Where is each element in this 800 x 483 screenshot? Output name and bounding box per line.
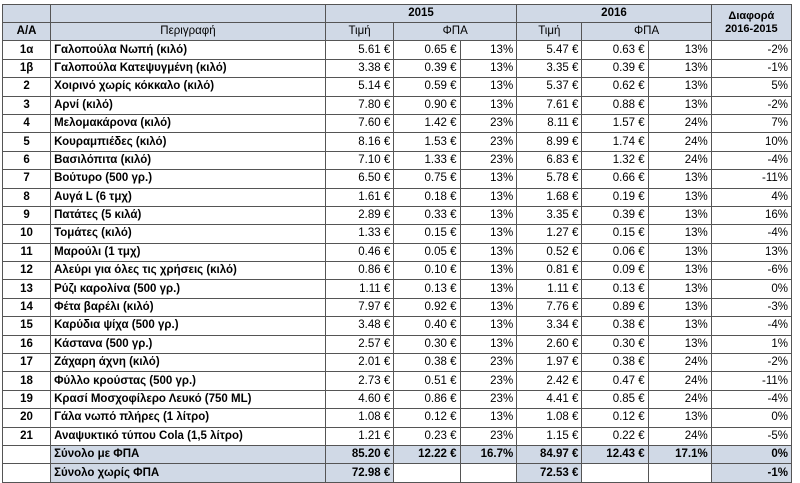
vat-rate-2015: 13% xyxy=(460,298,517,316)
row-number: 6 xyxy=(3,151,51,169)
row-description: Τομάτες (κιλό) xyxy=(51,225,326,243)
row-number: 2 xyxy=(3,78,51,96)
vat-rate-2015: 13% xyxy=(460,78,517,96)
difference-percent: -4% xyxy=(711,390,791,408)
price-2016: 1.08 € xyxy=(517,409,582,427)
row-number: 7 xyxy=(3,170,51,188)
row-description: Κρασί Μοσχοφίλερο Λευκό (750 ML) xyxy=(51,390,326,408)
vat-rate-2016: 13% xyxy=(648,298,711,316)
difference-percent: 13% xyxy=(711,243,791,261)
difference-percent: 10% xyxy=(711,133,791,151)
row-description: Καρύδια ψίχα (500 γρ.) xyxy=(51,317,326,335)
total-vat-2015: 12.22 € xyxy=(394,445,460,463)
table-row xyxy=(3,133,792,151)
vat-amount-2016: 0.47 € xyxy=(582,372,648,390)
vat-amount-2016: 1.74 € xyxy=(582,133,648,151)
vat-rate-2015: 13% xyxy=(460,335,517,353)
vat-rate-2015: 13% xyxy=(460,280,517,298)
row-description: Πατάτες (5 κιλά) xyxy=(51,206,326,224)
row-number: 21 xyxy=(3,427,51,445)
row-description: Γαλοπούλα Κατεψυγμένη (κιλό) xyxy=(51,59,326,77)
vat-rate-2016: 24% xyxy=(648,372,711,390)
price-2016: 2.60 € xyxy=(517,335,582,353)
difference-percent: 0% xyxy=(711,280,791,298)
row-description: Γάλα νωπό πλήρες (1 λίτρο) xyxy=(51,409,326,427)
table-row xyxy=(3,206,792,224)
vat-amount-2016: 1.57 € xyxy=(582,114,648,132)
difference-percent: -4% xyxy=(711,225,791,243)
header-aa: Α/Α xyxy=(3,23,51,41)
total-without-vat-label: Σύνολο χωρίς ΦΠΑ xyxy=(51,464,326,482)
difference-percent: 0% xyxy=(711,409,791,427)
vat-amount-2015: 0.39 € xyxy=(394,59,460,77)
price-2015: 1.21 € xyxy=(325,427,393,445)
vat-rate-2015: 23% xyxy=(460,354,517,372)
total-row-with-vat xyxy=(3,445,792,463)
vat-amount-2016: 0.88 € xyxy=(582,96,648,114)
price-2016: 1.27 € xyxy=(517,225,582,243)
total-with-vat-label: Σύνολο με ΦΠΑ xyxy=(51,445,326,463)
net-total-price-2015: 72.98 € xyxy=(325,464,393,482)
header-year-2015: 2015 xyxy=(325,5,516,23)
price-2016: 0.81 € xyxy=(517,262,582,280)
price-2016: 1.15 € xyxy=(517,427,582,445)
vat-amount-2016: 0.66 € xyxy=(582,170,648,188)
header-price-2016: Τιμή xyxy=(517,23,582,41)
net-total-price-2016: 72.53 € xyxy=(517,464,582,482)
total-blank-cell xyxy=(582,464,648,482)
table-row xyxy=(3,280,792,298)
row-number: 4 xyxy=(3,114,51,132)
table-row xyxy=(3,354,792,372)
vat-rate-2015: 23% xyxy=(460,372,517,390)
vat-amount-2016: 0.12 € xyxy=(582,409,648,427)
table-row xyxy=(3,59,792,77)
vat-amount-2016: 0.62 € xyxy=(582,78,648,96)
vat-rate-2016: 13% xyxy=(648,78,711,96)
header-difference-line2: 2016-2015 xyxy=(725,22,778,35)
vat-rate-2015: 23% xyxy=(460,151,517,169)
price-2015: 1.33 € xyxy=(325,225,393,243)
vat-amount-2016: 0.38 € xyxy=(582,317,648,335)
vat-rate-2016: 13% xyxy=(648,206,711,224)
row-description: Γαλοπούλα Νωπή (κιλό) xyxy=(51,41,326,59)
price-2016: 2.42 € xyxy=(517,372,582,390)
price-2015: 6.50 € xyxy=(325,170,393,188)
price-2015: 0.46 € xyxy=(325,243,393,261)
row-description: Κουραμπιέδες (κιλό) xyxy=(51,133,326,151)
row-description: Μαρούλι (1 τμχ) xyxy=(51,243,326,261)
total-difference: 0% xyxy=(711,445,791,463)
header-price-2015: Τιμή xyxy=(325,23,393,41)
price-2015: 0.86 € xyxy=(325,262,393,280)
vat-rate-2016: 13% xyxy=(648,262,711,280)
row-description: Βούτυρο (500 γρ.) xyxy=(51,170,326,188)
table-row xyxy=(3,390,792,408)
vat-rate-2015: 13% xyxy=(460,225,517,243)
price-2015: 7.80 € xyxy=(325,96,393,114)
vat-rate-2016: 13% xyxy=(648,243,711,261)
vat-amount-2016: 0.39 € xyxy=(582,206,648,224)
row-number: 5 xyxy=(3,133,51,151)
row-number: 11 xyxy=(3,243,51,261)
price-2016: 7.76 € xyxy=(517,298,582,316)
vat-amount-2015: 0.59 € xyxy=(394,78,460,96)
header-difference xyxy=(711,5,791,41)
table-row xyxy=(3,41,792,59)
row-number: 20 xyxy=(3,409,51,427)
vat-amount-2016: 0.19 € xyxy=(582,188,648,206)
vat-rate-2016: 13% xyxy=(648,317,711,335)
row-description: Φύλλο κρούστας (500 γρ.) xyxy=(51,372,326,390)
vat-rate-2015: 13% xyxy=(460,59,517,77)
vat-amount-2016: 1.32 € xyxy=(582,151,648,169)
price-2015: 7.60 € xyxy=(325,114,393,132)
difference-percent: -1% xyxy=(711,59,791,77)
total-vat-rate-2016: 17.1% xyxy=(648,445,711,463)
row-number: 3 xyxy=(3,96,51,114)
total-blank-cell xyxy=(460,464,517,482)
price-2016: 8.11 € xyxy=(517,114,582,132)
header-blank-cell xyxy=(51,5,326,23)
price-2016: 3.34 € xyxy=(517,317,582,335)
vat-rate-2016: 13% xyxy=(648,335,711,353)
row-number: 13 xyxy=(3,280,51,298)
price-2015: 5.14 € xyxy=(325,78,393,96)
vat-amount-2016: 0.89 € xyxy=(582,298,648,316)
table-row xyxy=(3,243,792,261)
difference-percent: 5% xyxy=(711,78,791,96)
difference-percent: 4% xyxy=(711,188,791,206)
price-2015: 5.61 € xyxy=(325,41,393,59)
vat-rate-2016: 24% xyxy=(648,427,711,445)
vat-amount-2016: 0.06 € xyxy=(582,243,648,261)
price-2016: 5.78 € xyxy=(517,170,582,188)
difference-percent: 1% xyxy=(711,335,791,353)
vat-amount-2015: 0.38 € xyxy=(394,354,460,372)
vat-rate-2016: 13% xyxy=(648,280,711,298)
difference-percent: -4% xyxy=(711,151,791,169)
price-2015: 8.16 € xyxy=(325,133,393,151)
difference-percent: -11% xyxy=(711,170,791,188)
table-row xyxy=(3,114,792,132)
total-blank-cell xyxy=(648,464,711,482)
row-number: 18 xyxy=(3,372,51,390)
price-2016: 4.41 € xyxy=(517,390,582,408)
vat-rate-2015: 13% xyxy=(460,409,517,427)
price-2015: 2.89 € xyxy=(325,206,393,224)
price-2015: 2.57 € xyxy=(325,335,393,353)
vat-rate-2016: 24% xyxy=(648,114,711,132)
row-description: Κάστανα (500 γρ.) xyxy=(51,335,326,353)
row-description: Φέτα βαρέλι (κιλό) xyxy=(51,298,326,316)
vat-amount-2015: 0.23 € xyxy=(394,427,460,445)
price-2015: 2.73 € xyxy=(325,372,393,390)
vat-rate-2016: 24% xyxy=(648,133,711,151)
header-blank-cell xyxy=(3,5,51,23)
vat-amount-2015: 0.05 € xyxy=(394,243,460,261)
difference-percent: -2% xyxy=(711,354,791,372)
vat-amount-2015: 0.15 € xyxy=(394,225,460,243)
table-row xyxy=(3,298,792,316)
price-2015: 7.97 € xyxy=(325,298,393,316)
row-description: Ζάχαρη άχνη (κιλό) xyxy=(51,354,326,372)
row-number: 15 xyxy=(3,317,51,335)
vat-rate-2016: 24% xyxy=(648,354,711,372)
vat-rate-2016: 13% xyxy=(648,96,711,114)
price-2016: 8.99 € xyxy=(517,133,582,151)
table-row xyxy=(3,151,792,169)
row-description: Αναψυκτικό τύπου Cola (1,5 λίτρο) xyxy=(51,427,326,445)
price-2016: 3.35 € xyxy=(517,59,582,77)
total-blank-cell xyxy=(394,464,460,482)
price-2016: 5.37 € xyxy=(517,78,582,96)
row-description: Αυγά L (6 τμχ) xyxy=(51,188,326,206)
table-row xyxy=(3,427,792,445)
row-number: 1β xyxy=(3,59,51,77)
difference-percent: -6% xyxy=(711,262,791,280)
total-vat-2016: 12.43 € xyxy=(582,445,648,463)
price-2016: 3.35 € xyxy=(517,206,582,224)
vat-rate-2015: 23% xyxy=(460,390,517,408)
difference-percent: 7% xyxy=(711,114,791,132)
total-vat-rate-2015: 16.7% xyxy=(460,445,517,463)
vat-rate-2016: 13% xyxy=(648,409,711,427)
price-2015: 1.61 € xyxy=(325,188,393,206)
vat-amount-2016: 0.13 € xyxy=(582,280,648,298)
vat-amount-2016: 0.09 € xyxy=(582,262,648,280)
row-number: 19 xyxy=(3,390,51,408)
difference-percent: -3% xyxy=(711,298,791,316)
header-vat-2016: ΦΠΑ xyxy=(582,23,711,41)
row-number: 16 xyxy=(3,335,51,353)
difference-percent: -5% xyxy=(711,427,791,445)
vat-rate-2015: 13% xyxy=(460,243,517,261)
price-2016: 0.52 € xyxy=(517,243,582,261)
price-2015: 3.38 € xyxy=(325,59,393,77)
vat-rate-2015: 13% xyxy=(460,96,517,114)
table-row xyxy=(3,188,792,206)
vat-amount-2015: 0.10 € xyxy=(394,262,460,280)
row-description: Βασιλόπιτα (κιλό) xyxy=(51,151,326,169)
price-2016: 1.97 € xyxy=(517,354,582,372)
vat-rate-2016: 13% xyxy=(648,59,711,77)
vat-rate-2016: 24% xyxy=(648,151,711,169)
row-description: Χοιρινό χωρίς κόκκαλο (κιλό) xyxy=(51,78,326,96)
row-number: 12 xyxy=(3,262,51,280)
price-2015: 1.11 € xyxy=(325,280,393,298)
vat-amount-2016: 0.15 € xyxy=(582,225,648,243)
price-2016: 6.83 € xyxy=(517,151,582,169)
row-description: Ρύζι καρολίνα (500 γρ.) xyxy=(51,280,326,298)
vat-amount-2015: 0.40 € xyxy=(394,317,460,335)
total-blank-cell xyxy=(3,445,51,463)
price-2015: 3.48 € xyxy=(325,317,393,335)
vat-rate-2015: 13% xyxy=(460,317,517,335)
vat-rate-2015: 13% xyxy=(460,188,517,206)
vat-amount-2015: 1.42 € xyxy=(394,114,460,132)
total-blank-cell xyxy=(3,464,51,482)
vat-amount-2016: 0.30 € xyxy=(582,335,648,353)
header-description: Περιγραφή xyxy=(51,23,326,41)
total-price-2015: 85.20 € xyxy=(325,445,393,463)
vat-amount-2016: 0.63 € xyxy=(582,41,648,59)
difference-percent: -2% xyxy=(711,96,791,114)
table-row xyxy=(3,409,792,427)
vat-amount-2016: 0.38 € xyxy=(582,354,648,372)
price-2015: 2.01 € xyxy=(325,354,393,372)
vat-rate-2015: 23% xyxy=(460,427,517,445)
table-row xyxy=(3,335,792,353)
row-number: 9 xyxy=(3,206,51,224)
row-number: 8 xyxy=(3,188,51,206)
table-row xyxy=(3,225,792,243)
row-description: Αλεύρι για όλες τις χρήσεις (κιλό) xyxy=(51,262,326,280)
table-row xyxy=(3,317,792,335)
vat-amount-2015: 0.13 € xyxy=(394,280,460,298)
table-row xyxy=(3,262,792,280)
vat-rate-2015: 23% xyxy=(460,114,517,132)
row-description: Αρνί (κιλό) xyxy=(51,96,326,114)
vat-rate-2016: 13% xyxy=(648,188,711,206)
vat-rate-2016: 13% xyxy=(648,170,711,188)
price-comparison-table xyxy=(2,4,792,483)
vat-rate-2016: 13% xyxy=(648,41,711,59)
vat-amount-2016: 0.22 € xyxy=(582,427,648,445)
vat-amount-2015: 0.90 € xyxy=(394,96,460,114)
row-number: 1α xyxy=(3,41,51,59)
vat-amount-2015: 0.33 € xyxy=(394,206,460,224)
price-2016: 1.11 € xyxy=(517,280,582,298)
table-row xyxy=(3,170,792,188)
table-row xyxy=(3,96,792,114)
vat-amount-2015: 1.53 € xyxy=(394,133,460,151)
vat-amount-2015: 0.75 € xyxy=(394,170,460,188)
total-price-2016: 84.97 € xyxy=(517,445,582,463)
header-row-years xyxy=(3,5,792,23)
difference-percent: -11% xyxy=(711,372,791,390)
vat-amount-2016: 0.39 € xyxy=(582,59,648,77)
header-row-columns xyxy=(3,23,792,41)
vat-amount-2015: 0.30 € xyxy=(394,335,460,353)
vat-rate-2015: 13% xyxy=(460,170,517,188)
row-number: 10 xyxy=(3,225,51,243)
vat-amount-2015: 0.86 € xyxy=(394,390,460,408)
vat-amount-2015: 0.18 € xyxy=(394,188,460,206)
header-difference-line1: Διαφορά xyxy=(728,9,775,22)
net-total-difference: -1% xyxy=(711,464,791,482)
difference-percent: -2% xyxy=(711,41,791,59)
price-2016: 1.68 € xyxy=(517,188,582,206)
price-2015: 4.60 € xyxy=(325,390,393,408)
price-2016: 7.61 € xyxy=(517,96,582,114)
price-2015: 7.10 € xyxy=(325,151,393,169)
header-year-2016: 2016 xyxy=(517,5,712,23)
row-number: 14 xyxy=(3,298,51,316)
table-row xyxy=(3,78,792,96)
vat-rate-2015: 13% xyxy=(460,41,517,59)
vat-rate-2015: 23% xyxy=(460,133,517,151)
difference-percent: -4% xyxy=(711,317,791,335)
vat-amount-2015: 1.33 € xyxy=(394,151,460,169)
price-2015: 1.08 € xyxy=(325,409,393,427)
vat-amount-2016: 0.85 € xyxy=(582,390,648,408)
row-description: Μελομακάρονα (κιλό) xyxy=(51,114,326,132)
vat-rate-2015: 13% xyxy=(460,262,517,280)
total-row-without-vat xyxy=(3,464,792,482)
row-number: 17 xyxy=(3,354,51,372)
vat-rate-2015: 13% xyxy=(460,206,517,224)
vat-rate-2016: 13% xyxy=(648,225,711,243)
difference-percent: 16% xyxy=(711,206,791,224)
header-vat-2015: ΦΠΑ xyxy=(394,23,517,41)
vat-amount-2015: 0.51 € xyxy=(394,372,460,390)
table-row xyxy=(3,372,792,390)
price-2016: 5.47 € xyxy=(517,41,582,59)
vat-amount-2015: 0.65 € xyxy=(394,41,460,59)
vat-amount-2015: 0.92 € xyxy=(394,298,460,316)
vat-amount-2015: 0.12 € xyxy=(394,409,460,427)
vat-rate-2016: 24% xyxy=(648,390,711,408)
